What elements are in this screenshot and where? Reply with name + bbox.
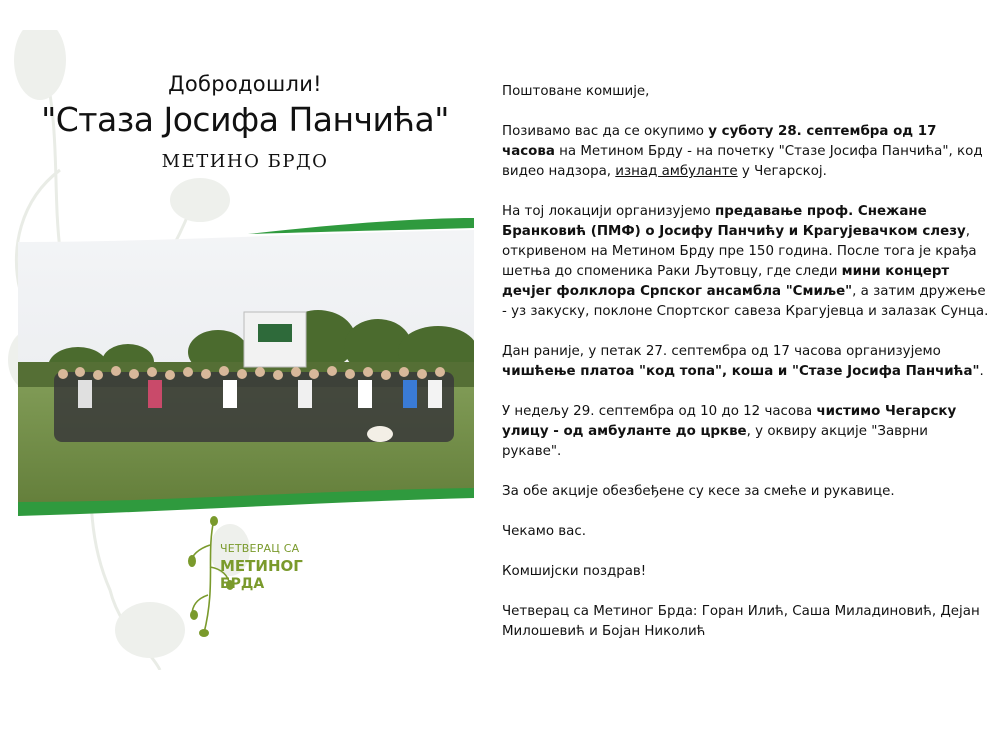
letter-paragraph-1 (502, 122, 990, 182)
p2-text-c: , откривеном на Метином Брду пре 150 година. После тога је крађа шетња до споменика Раки Љутовцу, где следи (502, 224, 977, 279)
group-photo (18, 212, 474, 522)
p4-text-a: У недељу 29. септембра од 10 до 12 часова (502, 404, 817, 419)
invitation-letter (502, 82, 990, 662)
p3-text-c: . (979, 364, 984, 379)
letter-paragraph-4 (502, 402, 990, 462)
letter-paragraph-5: За обе акције обезбеђене су кесе за смеће и рукавице. (502, 484, 895, 499)
p3-cleanup-bold: чишћење платоа "код топа", коша и "Стазе Јосифа Панчића" (502, 364, 980, 379)
p4-text-c: , у оквиру акције "Заврни рукаве". (502, 424, 929, 459)
p1-text-c: на Метином Брду - на почетку "Стазе Јосифа Панчића", код видео надзора, (502, 144, 983, 179)
p1-text-a: Позивамо вас да се окупимо (502, 124, 709, 139)
organizer-logo-text (220, 542, 303, 592)
location-subtitle: МЕТИНО БРДО (161, 151, 329, 172)
p4-street-bold: чистимо Чегарску улицу - од амбуланте до цркве (502, 404, 957, 439)
p2-concert-bold: мини концерт дечјег фолклора Српског ансамбла "Смиље" (502, 264, 950, 299)
p1-date-bold: у суботу 28. септембра од 17 часова (502, 124, 937, 159)
p3-text-a: Дан раније, у петак 27. септембра од 17 часова организујемо (502, 344, 941, 359)
letter-signature: Четверац са Метиног Брда: Горан Илић, Саша Миладиновић, Дејан Милошевић и Бојан Николић (502, 604, 980, 639)
left-header (20, 72, 470, 172)
letter-paragraph-6: Чекамо вас. (502, 524, 586, 539)
p1-location-underline: изнад амбуланте (615, 164, 738, 179)
letter-paragraph-7: Комшијски поздрав! (502, 564, 647, 579)
letter-greeting: Поштоване комшије, (502, 84, 650, 99)
letter-paragraph-3 (502, 342, 990, 382)
p2-lecture-bold: предавање проф. Снежане Бранковић (ПМФ) о Јосифу Панчићу и Крагујевачком слезу (502, 204, 966, 239)
letter-paragraph-2 (502, 202, 990, 322)
welcome-heading: Добродошли! (168, 72, 322, 96)
p2-text-a: На тој локацији организујемо (502, 204, 715, 219)
p1-text-e: у Чегарској. (737, 164, 827, 179)
logo-line-1: ЧЕТВЕРАЦ СА (220, 542, 300, 555)
logo-line-3: БРДА (220, 576, 265, 592)
logo-line-2: МЕТИНОГ (220, 557, 303, 575)
trail-title: "Стаза Јосифа Панчића" (41, 100, 449, 139)
p2-text-e: , а затим дружење - уз закуску, поклоне Спортског савеза Крагујевца и залазак Сунца. (502, 284, 989, 319)
